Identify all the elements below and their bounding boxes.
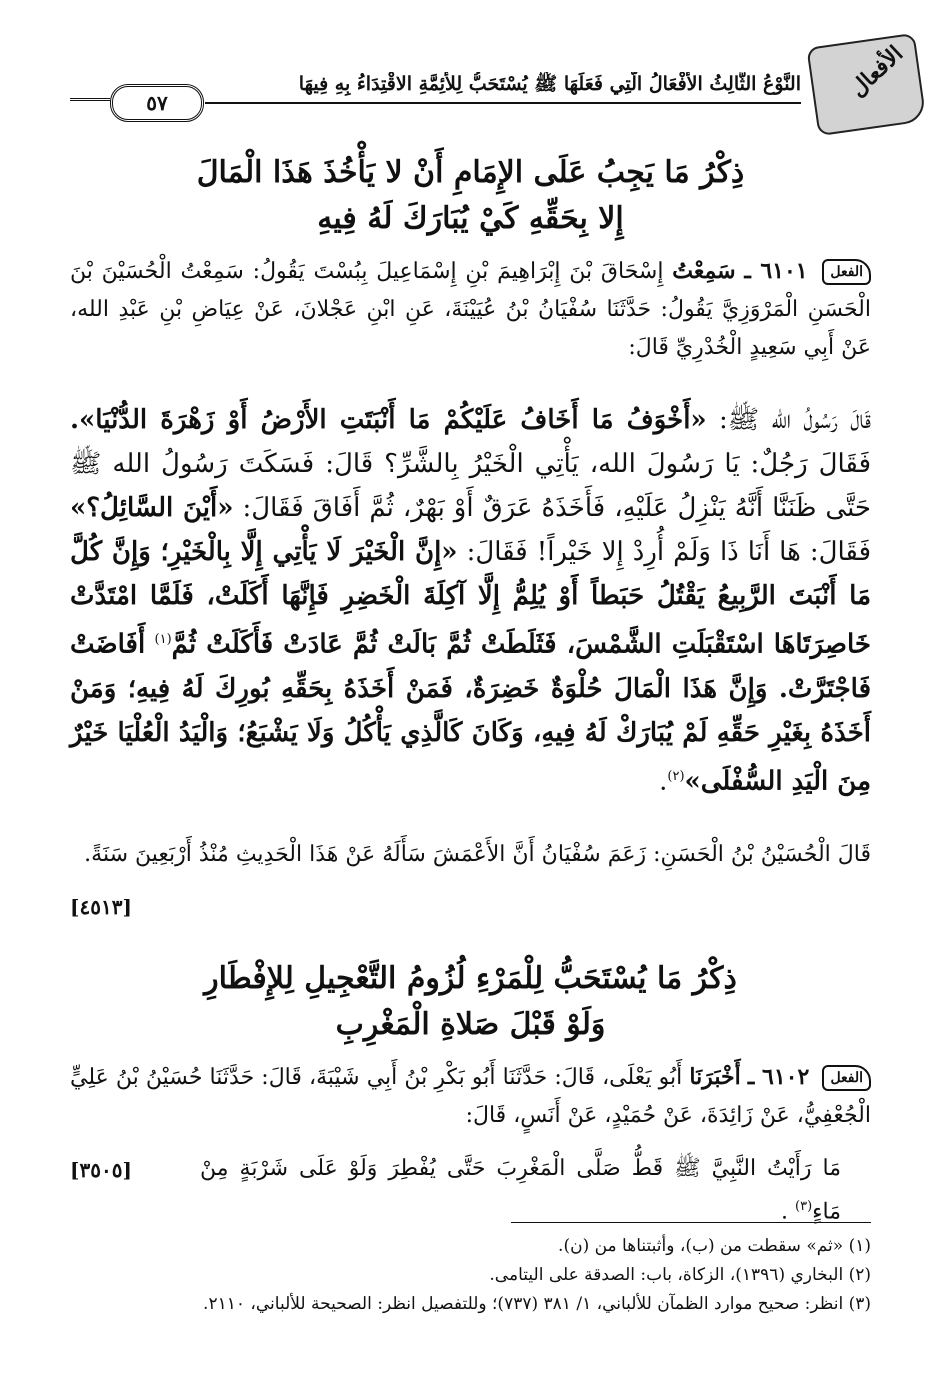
header-rule [205, 102, 801, 104]
page-number: ٥٧ [110, 84, 204, 122]
section1-title [60, 150, 881, 242]
matn-text: مَا رَأَيْتُ النَّبِيَّ ﷺ قَطُّ صَلَّى الْمَغْرِبَ حَتَّى يُفْطِرَ وَلَوْ عَلَى شَرْبَةٍ مِنْ مَاءٍ [200, 1156, 841, 1225]
hadith-verb: سَمِعْتُ [672, 258, 736, 284]
hadith-6102-isnad [70, 1058, 871, 1135]
hadith-6101-closing [70, 836, 871, 874]
closing-text: قَالَ الْحُسَيْنُ بْنُ الْحَسَنِ: زَعَمَ سُفْيَانُ أَنَّ الأَعْمَشَ سَأَلَهُ عَنْ هَذَا الْحَدِيثِ مُنْذُ أَرْبَعِينَ سَنَةً. [84, 842, 871, 867]
matn-quote-1: «أَخْوَفُ مَا أَخَافُ عَلَيْكُمْ مَا أَنْبَتَتِ الأَرْضُ أَوْ زَهْرَةَ الدُّنْيَا». [70, 405, 707, 435]
section1-title-line2: إِلا بِحَقِّهِ كَيْ يُبَارَكَ لَهُ فِيهِ [317, 201, 624, 236]
running-title: النَّوْعُ الثَّالِثُ الأَفْعَالُ الَّتِي فَعَلَهَا ﷺ يُسْتَحَبُّ لِلأَئِمَّةِ الاقْتِدَاءُ بِهِ فِيهَا [298, 73, 801, 95]
page-header [70, 40, 921, 130]
section1-title-line1: ذِكْرُ مَا يَجِبُ عَلَى الإِمَامِ أَنْ لا يَأْخُذَ هَذَا الْمَالَ [196, 155, 745, 190]
hadith-verb: أَخْبَرَنَا [689, 1064, 741, 1090]
hadith-tag: الفعل [822, 259, 871, 285]
reference-3505: [٣٥٠٥] [70, 1158, 132, 1182]
section2-title [60, 956, 881, 1048]
footnote-separator [511, 1222, 871, 1223]
hadith-6101-isnad [70, 252, 871, 367]
footnote-1: (١) «ثم» سقطت من (ب)، وأثبتناها من (ن). [558, 1236, 871, 1256]
matn-quote-3: «إِنَّ الْخَيْرَ لَا يَأْتِي إِلَّا بِالْخَيْرِ؛ وَإِنَّ كُلَّ مَا أَنْبَتَ الرَّبِيعُ يَقْتُلُ حَبَطاً أَوْ يُلِمُّ إِلَّا آكِلَةَ الْخَضِرِ فَإِنَّهَا أَكَلَتْ، فَلَمَّا امْتَدَّتْ خَاصِرَتَاهَا اسْتَقْبَلَتِ الشَّمْسَ، فَثَلَطَتْ ثُمَّ بَالَتْ ثُمَّ عَادَتْ فَأَكَلَتْ ثُمَّ [70, 537, 872, 660]
matn-narration-b: فَقَالَ: هَا أَنَا ذَا وَلَمْ أُرِدْ إِلا خَيْراً! فَقَالَ: [466, 537, 871, 567]
section2-title-line2: وَلَوْ قَبْلَ صَلاةِ الْمَغْرِبِ [335, 1007, 606, 1042]
section2-title-line1: ذِكْرُ مَا يُسْتَحَبُّ لِلْمَرْءِ لُزُومُ التَّعْجِيلِ لِلإِفْطَارِ [204, 961, 737, 996]
matn-quote-2: «أَيْنَ السَّائِلُ؟» [70, 493, 234, 523]
matn-intro: قَالَ رَسُولُ الله ﷺ: [719, 405, 871, 435]
chapter-badge [806, 33, 926, 136]
hadith-number: ٦١٠١ ـ [744, 258, 808, 284]
footnote-2: (٢) البخاري (١٣٩٦)، الزكاة، باب: الصدقة على اليتامى. [489, 1265, 871, 1285]
matn-quote-4: أَفَاضَتْ فَاجْتَرَّتْ. وَإِنَّ هَذَا الْمَالَ حُلْوَةٌ خَضِرَةٌ، فَمَنْ أَخَذَهُ بِحَقِّهِ بُورِكَ لَهُ فِيهِ؛ وَمَنْ أَخَذَهُ بِغَيْرِ حَقِّهِ لَمْ يُبَارَكْ لَهُ فِيهِ، وَكَانَ كَالَّذِي يَأْكُلُ وَلَا يَشْبَعُ؛ وَالْيَدُ الْعُلْيَا خَيْرٌ مِنَ الْيَدِ السُّفْلَى» [70, 629, 871, 797]
page-number-rule [70, 98, 110, 101]
hadith-tag: الفعل [822, 1065, 871, 1091]
hadith-isnad: أَبُو يَعْلَى، قَالَ: حَدَّثَنَا أَبُو بَكْرِ بْنُ أَبِي شَيْبَةَ، قَالَ: حَدَّثَنَا حُسَيْنُ بْنُ عَلِيٍّ الْجُعْفِيُّ، عَنْ زَائِدَةَ، عَنْ حُمَيْدٍ، عَنْ أَنَسٍ، قَالَ: [70, 1065, 871, 1128]
hadith-6102-matn: مَا رَأَيْتُ النَّبِيَّ ﷺ قَطُّ صَلَّى الْمَغْرِبَ حَتَّى يُفْطِرَ وَلَوْ عَلَى شَرْبَةٍ مِنْ مَاءٍ$^{(٣)}$ . [200, 1156, 841, 1225]
page-number-box [110, 84, 205, 122]
footnote-3: (٣) انظر: صحيح موارد الظمآن للألباني، ١/ ٣٨١ (٧٣٧)؛ وللتفصيل انظر: الصحيحة للألباني، ٢١١٠. [203, 1294, 871, 1314]
footnote-marker-3: (٣) [795, 1199, 813, 1214]
footnote-marker-2: (٢) [667, 768, 685, 784]
chapter-badge-label: الأفعال [844, 40, 908, 103]
footnote-marker-1: (١) [154, 632, 172, 647]
hadith-isnad: إِسْحَاقَ بْنَ إِبْرَاهِيمَ بْنِ إِسْمَاعِيلَ بِبُسْتَ يَقُولُ: سَمِعْتُ الْحُسَيْنَ بْنَ الْحَسَنِ الْمَرْوَزِيَّ يَقُولُ: حَدَّثَنَا سُفْيَانُ بْنُ عُيَيْنَةَ، عَنِ ابْنِ عَجْلانَ، عَنْ عِيَاضِ بْنِ عَبْدِ الله، عَنْ أَبِي سَعِيدٍ الْخُدْرِيِّ قَالَ: [70, 259, 871, 360]
matn-narration-a: فَقَالَ رَجُلٌ: يَا رَسُولَ الله، يَأْتِي الْخَيْرُ بِالشَّرِّ؟ قَالَ: فَسَكَتَ رَسُولُ الله ﷺ حَتَّى ظَنَنَّا أَنَّهُ يَنْزِلُ عَلَيْهِ، فَأَخَذَهُ عَرَقٌ أَوْ بَهْرٌ، ثُمَّ أَفَاقَ فَقَالَ: [70, 449, 871, 523]
hadith-number: ٦١٠٢ ـ [747, 1064, 810, 1090]
reference-4513: [٤٥١٣] [70, 895, 132, 919]
hadith-6101-matn: قَالَ رَسُولُ الله ﷺ: «أَخْوَفُ مَا أَخَافُ عَلَيْكُمْ مَا أَنْبَتَتِ الأَرْضُ أَوْ زَهْرَةَ الدُّنْيَا». فَقَالَ رَجُلٌ: يَا رَسُولَ الله، يَأْتِي الْخَيْرُ بِالشَّرِّ؟ قَالَ: فَسَكَتَ رَسُولُ الله ﷺ حَتَّى ظَنَنَّا أَنَّهُ يَنْزِلُ عَلَيْهِ، فَأَخَذَهُ عَرَقٌ أَوْ بَهْرٌ، ثُمَّ أَفَاقَ فَقَالَ: «أَيْنَ السَّائِلُ؟» فَقَالَ: هَا أَنَا ذَا وَلَمْ أُرِدْ إِلا خَيْراً! فَقَالَ: «إِنَّ الْخَيْرَ لَا يَأْتِي إِلَّا بِالْخَيْرِ؛ وَإِنَّ كُلَّ مَا أَنْبَتَ الرَّبِيعُ يَقْتُلُ حَبَطاً أَوْ يُلِمُّ إِلَّا آكِلَةَ الْخَضِرِ فَإِنَّهَا أَكَلَتْ، فَلَمَّا امْتَدَّتْ خَاصِرَتَاهَا اسْتَقْبَلَتِ الشَّمْسَ، فَثَلَطَتْ ثُمَّ بَالَتْ ثُمَّ عَادَتْ فَأَكَلَتْ ثُمَّ$^{(١)}$ أَفَاضَتْ فَاجْتَرَّتْ. وَإِنَّ هَذَا الْمَالَ حُلْوَةٌ خَضِرَةٌ، فَمَنْ أَخَذَهُ بِحَقِّهِ بُورِكَ لَهُ فِيهِ؛ وَمَنْ أَخَذَهُ بِغَيْرِ حَقِّهِ لَمْ يُبَارَكْ لَهُ فِيهِ، وَكَانَ كَالَّذِي يَأْكُلُ وَلَا يَشْبَعُ؛ وَالْيَدُ الْعُلْيَا خَيْرٌ مِنَ الْيَدِ السُّفْلَى»$^{(٢)}$. [70, 405, 872, 797]
footnotes [70, 1232, 871, 1319]
